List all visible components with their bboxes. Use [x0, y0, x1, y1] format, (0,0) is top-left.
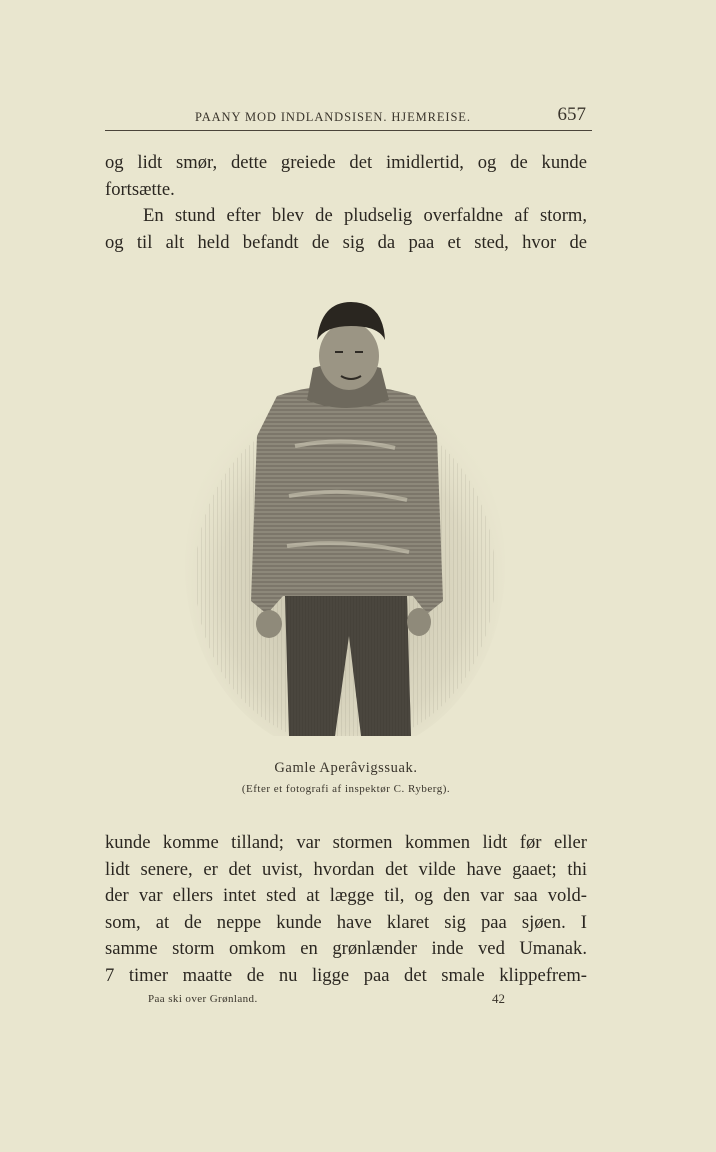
running-head: PAANY MOD INDLANDSISEN. HJEMREISE. — [195, 110, 471, 124]
figure-credit: (Efter et fotografi af inspektør C. Ryberg). — [241, 783, 451, 795]
text-line: lidt senere, er det uvist, hvordan det vilde have gaaet; thi — [105, 858, 587, 880]
body-text-top — [105, 150, 587, 256]
text-line: som, at de neppe kunde have klaret sig paa sjøen. I — [105, 911, 587, 933]
text-line: der var ellers intet sted at lægge til, og den var saa vold- — [105, 885, 587, 906]
figure-caption: Gamle Aperâvigssuak. — [274, 760, 418, 776]
right-hand — [407, 608, 431, 636]
portrait-engraving — [185, 296, 505, 736]
page-header — [105, 104, 592, 131]
left-hand — [256, 610, 282, 638]
text-line: fortsætte. — [105, 178, 175, 200]
text-line: En stund efter blev de pludselig overfaldne af storm, — [143, 205, 587, 226]
footer-signature: Paa ski over Grønland. — [148, 993, 258, 1005]
text-line: 7 timer maatte de nu ligge paa det smale klippefrem- — [105, 964, 587, 986]
text-line: og lidt smør, dette greiede det imidlertid, og de kunde — [105, 152, 587, 173]
footer-sheet-number: 42 — [492, 991, 505, 1006]
body-text-bottom — [105, 830, 587, 989]
text-line: og til alt held befandt de sig da paa et sted, hvor de — [105, 231, 587, 253]
text-line: samme storm omkom en grønlænder inde ved Umanak. — [105, 938, 587, 959]
page-number: 657 — [557, 104, 586, 125]
text-line: kunde komme tilland; var stormen kommen lidt før eller — [105, 832, 587, 853]
